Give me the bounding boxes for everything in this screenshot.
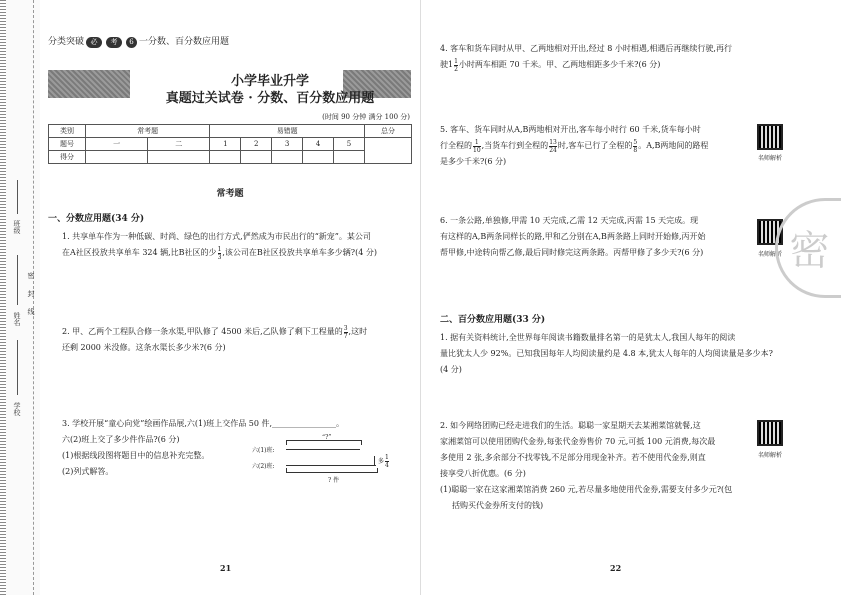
p2-line3: 多使用 2 张,多余部分不找零钱,不足部分用现金补齐。若不使用代金券,则直 <box>440 453 706 462</box>
table-cell: 题号 <box>49 138 86 151</box>
p1-line2: 量比犹太人少 92%。已知我国每年人均阅读量约是 4.8 本,犹太人每年的人均阅读量是多少本? <box>440 349 773 358</box>
q2-line2: 还剩 2000 米没修。这条水渠长多少米?(6 分) <box>62 343 226 352</box>
denominator: 3 <box>217 253 222 261</box>
badge-bi: 必 <box>86 37 102 48</box>
q4-line2 <box>440 57 790 73</box>
school-field <box>17 340 18 395</box>
table-row <box>49 125 412 138</box>
q3-sub1: (1)根据线段图将题目中的信息补充完整。 <box>62 451 210 460</box>
q4-line1: 4. 客车和货车同时从甲、乙两地相对开出,经过 8 小时相遇,相遇后再继续行驶,再行 <box>440 44 732 53</box>
fraction <box>454 58 458 73</box>
p2-line1: 2. 如今网络团购已经走进我们的生活。聪聪一家星期天去某湘菜馆就餐,这 <box>440 421 701 430</box>
table-cell <box>241 151 272 164</box>
table-cell: 二 <box>148 138 210 151</box>
q5-text-end: 。A,B两地间的路程 <box>638 141 709 150</box>
qr-label: 名师解析 <box>757 155 782 162</box>
table-cell: 一 <box>86 138 148 151</box>
question-4 <box>440 41 790 73</box>
p1-line3: (4 分) <box>440 365 462 374</box>
numerator: 5 <box>633 138 638 146</box>
question-6 <box>440 213 740 261</box>
more-label <box>378 454 390 469</box>
q2-text: 2. 甲、乙两个工程队合修一条水渠,甲队修了 4500 米后,乙队修了剩下工程量的 <box>62 327 343 336</box>
table-cell <box>86 151 148 164</box>
numerator: 1 <box>217 245 222 253</box>
denominator: 4 <box>385 462 389 469</box>
p2-sub1: (1)聪聪一家在这家湘菜馆消费 260 元,若尽量多地使用代金券,需要支付多少元?(包 <box>440 485 733 494</box>
q5-line1: 5. 客车、货车同时从A,B两地相对开出,客车每小时行 60 千米,货车每小时 <box>440 125 701 134</box>
fraction <box>385 454 389 469</box>
school-label: 学校 <box>13 402 21 416</box>
table-cell: 易错题 <box>210 125 365 138</box>
q5-text: 时,客车已行了全程的 <box>557 141 633 150</box>
fraction <box>218 246 222 261</box>
class-label: 班级 <box>13 220 21 234</box>
q6-line3: 帮甲修,中途转向帮乙修,最后同时修完这两条路。丙帮甲修了多少天?(6 分) <box>440 248 704 257</box>
fraction <box>549 139 557 154</box>
denominator: 24 <box>549 146 557 154</box>
header-left: 分类突破 <box>48 37 85 47</box>
denominator: 10 <box>473 146 481 154</box>
top-brace <box>286 440 362 445</box>
binding-edge <box>0 0 6 595</box>
table-cell: 2 <box>241 138 272 151</box>
q1-text: 在A社区投放共享单车 324 辆,比B社区的少 <box>62 248 217 257</box>
q4-text-end: 小时两车相距 70 千米。甲、乙两地相距多少千米?(6 分) <box>458 60 661 69</box>
table-row <box>49 151 412 164</box>
numerator: 1 <box>385 454 389 461</box>
denominator: 7 <box>343 332 348 340</box>
table-cell <box>148 151 210 164</box>
part1-heading: 一、分数应用题(34 分) <box>48 214 145 224</box>
more-text: 多 <box>378 458 385 465</box>
table-cell <box>334 151 365 164</box>
extra-brace <box>360 456 375 466</box>
table-cell: 1 <box>210 138 241 151</box>
q3-line1: 3. 学校开展“童心向党”绘画作品展,六(1)班上交作品 50 件,________________。 <box>62 419 345 428</box>
table-cell <box>272 151 303 164</box>
p2-line2: 家湘菜馆可以使用团购代金券,每张代金券售价 70 元,可抵 100 元消费,每次最 <box>440 437 716 446</box>
q2-text-end: ,这时 <box>348 327 368 336</box>
seal-line-char-1: 密 <box>27 272 35 279</box>
exam-title-line1: 小学毕业升学 <box>230 74 309 89</box>
percent-question-1 <box>440 330 790 378</box>
class-field <box>17 180 18 214</box>
qr-code-icon[interactable] <box>757 420 783 446</box>
fraction <box>473 139 481 154</box>
table-row <box>49 138 412 151</box>
page-number-right: 22 <box>610 563 622 573</box>
numerator: 3 <box>343 324 348 332</box>
question-1 <box>62 229 416 261</box>
q5-line3: 是多少千米?(6 分) <box>440 157 507 166</box>
table-cell: 总分 <box>365 125 412 138</box>
score-table <box>48 124 412 164</box>
table-cell: 5 <box>334 138 365 151</box>
q5-line2 <box>440 138 740 154</box>
table-cell: 得分 <box>49 151 86 164</box>
table-cell: 类别 <box>49 125 86 138</box>
cut-line <box>33 0 34 595</box>
page-number-left: 21 <box>220 563 232 573</box>
q6-line1: 6. 一条公路,单独修,甲需 10 天完成,乙需 12 天完成,丙需 15 天完成。现 <box>440 216 699 225</box>
q3-sub2: (2)列式解答。 <box>62 467 114 476</box>
time-info: (时间 90 分钟 满分 100 分) <box>322 113 410 121</box>
denominator: 8 <box>633 146 638 154</box>
numerator: 1 <box>454 57 458 65</box>
name-field <box>17 255 18 305</box>
question-2 <box>62 324 416 356</box>
q6-line2: 有这样的A,B两条同样长的路,甲和乙分别在A,B两条路上同时开始修,丙开始 <box>440 232 706 241</box>
q4-text: 驶 <box>440 60 448 69</box>
qr-code-icon[interactable] <box>757 124 783 150</box>
section-title: 常考题 <box>216 189 244 199</box>
table-cell: 3 <box>272 138 303 151</box>
denominator: 2 <box>454 65 458 73</box>
numerator: 1 <box>474 138 479 146</box>
q1-line2 <box>62 245 416 261</box>
numerator: 13 <box>549 138 557 146</box>
percent-question-2-sub <box>440 482 800 514</box>
header-right: 一分数、百分数应用题 <box>139 37 230 47</box>
table-cell <box>210 151 241 164</box>
name-label: 姓名 <box>13 312 21 326</box>
line-segment-diagram <box>250 430 420 490</box>
p1-line1: 1. 据有关资料统计,全世界每年阅读书籍数量排名第一的是犹太人,我国人每年的阅读 <box>440 333 736 342</box>
table-cell <box>365 138 412 164</box>
diagram-top-label: “?” <box>322 434 332 441</box>
seal-line-char-2: 封 <box>27 290 35 297</box>
diagram-bottom-label: ? 件 <box>328 477 340 484</box>
seal-stamp: 密 <box>775 198 841 298</box>
fraction <box>344 325 348 340</box>
table-cell: 常考题 <box>86 125 210 138</box>
q1-text-end: ,该公司在B社区投放共享单车多少辆?(4 分) <box>222 248 377 257</box>
running-header <box>48 34 229 48</box>
badge-kao: 考 <box>106 37 122 48</box>
percent-question-2 <box>440 418 740 482</box>
row1-segment <box>286 449 360 450</box>
question-5 <box>440 122 740 170</box>
qr-label: 名师解析 <box>757 251 782 258</box>
binding-margin <box>0 0 40 595</box>
whole-number: 1 <box>448 60 454 69</box>
p2-sub1-cont: 括购买代金券所支付的钱) <box>452 501 544 510</box>
q5-text: ,当货车行到全程的 <box>481 141 549 150</box>
fraction <box>633 139 637 154</box>
q1-line1: 1. 共享单车作为一种低碳、时尚、绿色的出行方式,俨然成为市民出行的“新宠”。某公司 <box>62 232 371 241</box>
table-cell <box>303 151 334 164</box>
row1-label: 六(1)班: <box>252 447 275 454</box>
bottom-brace <box>286 468 378 473</box>
part2-heading: 二、百分数应用题(33 分) <box>440 315 546 325</box>
p2-line4: 接享受八折优惠。(6 分) <box>440 469 526 478</box>
q5-text: 行全程的 <box>440 141 472 150</box>
qr-label: 名师解析 <box>757 452 782 459</box>
q2-line1 <box>62 324 416 340</box>
q3-line2: 六(2)班上交了多少件作品?(6 分) <box>62 435 180 444</box>
exam-title-line2: 真题过关试卷 · 分数、百分数应用题 <box>165 91 375 106</box>
badge-number: 6 <box>126 37 137 48</box>
row2-label: 六(2)班: <box>252 463 275 470</box>
table-cell: 4 <box>303 138 334 151</box>
seal-line-char-3: 线 <box>27 308 35 315</box>
